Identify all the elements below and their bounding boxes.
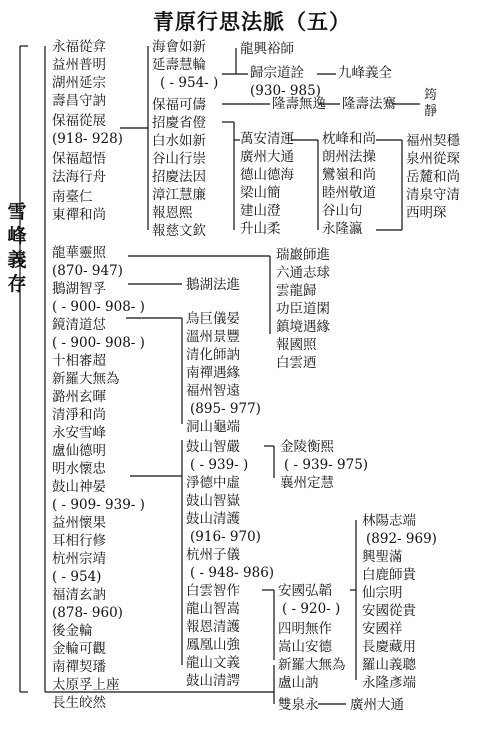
node-dongchan-heshang: 東禪和尚 [52,207,106,223]
node-shixiang-shenchao: 十相審超 [52,353,106,369]
node-gushan-qinghu: 鼓山清護 [186,511,240,527]
node-yongfu-congyan: 永福從弇 [52,39,106,55]
node-jianshan-cheng: 建山澄 [240,203,281,219]
node-dates: ( - 948- 986) [190,565,275,581]
node-ehu-fajin: 鵝湖法進 [186,277,240,293]
node-longshou-wuyi: 隆壽無逸 [272,96,326,112]
node-haihui-ruxin: 海會如新 [152,39,206,55]
node-qingjing-heshang: 清淨和尚 [52,407,106,423]
node-longxing-yushi: 龍興裕師 [240,41,294,57]
node-gushan-xingchong: 谷山行崇 [152,151,206,167]
node-fuqing-xuanna: 福清玄訥 [52,587,106,603]
node-yonglong-ying: 永隆瀛 [322,221,363,237]
node-qinghua-shine: 清化師訥 [186,347,240,363]
node-changsheng-jiaoran: 長生皎然 [52,695,106,711]
node-wuju-yiyan: 烏巨儀晏 [186,311,240,327]
node-muzhou-jingdao: 睦州敬道 [322,185,376,201]
node-zhenjing-yuyuan: 鎮境遇緣 [276,319,330,335]
node-zhangjiang-huilian: 漳江慧廉 [152,187,206,203]
node-liangshan-jian: 梁山簡 [240,185,281,201]
node-fahai-xingzhou: 法海行舟 [52,169,106,185]
node-qingquan-shouqing: 清泉守清 [406,187,460,203]
node-gongchen-daoxian: 功臣道閑 [276,301,330,317]
node-xinluo-dawuwei-2: 新羅大無為 [278,657,346,673]
node-luzhou-xuanhui: 潞州玄暉 [52,389,106,405]
node-luoshan-yicong: 羅山義聰 [362,657,416,673]
node-yizhou-puming: 益州普明 [52,57,106,73]
node-baiyun-zhizuo: 白雲智作 [186,583,240,599]
node-dates: (870- 947) [52,263,123,279]
node-erxiang-xingxiu: 耳相行修 [52,533,106,549]
node-yuelu-heshang: 岳麓和尚 [406,169,460,185]
node-baofu-congzhan: 保福從展 [52,113,106,129]
node-dates: (918- 928) [52,131,123,147]
node-baishui-ruxin: 白水如新 [152,133,206,149]
node-fenghuangshan-qiang: 鳳凰山強 [186,637,240,653]
node-taiyuan-fu: 太原孚上座 [52,677,120,693]
node-shuangquan-yong: 雙泉永 [278,697,319,713]
node-baoen-xi: 報恩熙 [152,205,193,221]
node-deshan-dehai: 德山德海 [240,167,294,183]
node-hangzhou-ziyi: 杭州子儀 [186,547,240,563]
node-gushan-zhiyue: 鼓山智嶽 [186,493,240,509]
node-changqing-cangyong: 長慶藏用 [362,639,416,655]
node-longshan-wenyi: 龍山文義 [186,655,240,671]
node-jinling-hengxi: 金陵衡熙 [280,439,334,455]
node-dates: ( - 939- 975) [284,457,369,473]
node-longhua-lingzhao: 龍華靈照 [52,245,106,261]
node-xiangzhou-dinghui: 襄州定慧 [280,475,334,491]
node-baiyun-nai: 白雲迺 [276,355,317,371]
node-guangzhou-datong-2: 廣州大通 [350,697,404,713]
node-jiufeng-yiquan: 九峰義全 [338,65,392,81]
node-dongshan-guiduan: 洞山龜端 [186,419,240,435]
node-songshan-ande: 嵩山安德 [278,639,332,655]
node-yanshou-huilun: 延壽慧輪 [152,57,206,73]
node-jingqing-daofu: 鏡清道怤 [52,317,106,333]
node-dates: (930- 985) [250,83,321,99]
node-shouchang-shouna: 壽昌守訥 [52,93,106,109]
node-dates: ( - 939- ) [190,457,249,473]
node-dates: (895- 977) [190,401,261,417]
node-anguo-xiang: 安國祥 [362,621,403,637]
node-dates: ( - 954- ) [160,75,219,91]
node-gushan-qinge: 鼓山清諤 [186,673,240,689]
node-dates: (892- 969) [366,531,437,547]
node-mingshui-huaizhong: 明水懷忠 [52,461,106,477]
node-dates: ( - 900- 908- ) [52,335,145,351]
node-ruiyan-shijin: 瑞巖師進 [276,247,330,263]
node-bailu-shigui: 白鹿師貴 [362,567,416,583]
node-jingde-zhongxu: 淨德中虛 [186,475,240,491]
node-lushan-na: 盧山訥 [278,675,319,691]
node-baofu-kechou: 保福可儔 [152,97,206,113]
node-yongan-xuefeng: 永安雪峰 [52,425,106,441]
node-linyang-zhiduan: 林陽志端 [362,513,416,529]
node-fuzhou-qiwen: 福州契穩 [406,133,460,149]
node-shengshan-rou: 升山柔 [240,221,281,237]
node-ehu-zhifu: 鵝湖智孚 [52,281,106,297]
node-langzhou-facao: 朗州法操 [322,149,376,165]
node-zhaoqing-fayin: 招慶法因 [152,169,206,185]
node-siming-wuzuo: 四明無作 [278,621,332,637]
node-xinluo-dawuwei: 新羅大無為 [52,371,120,387]
node-ximing-chen: 西明琛 [406,205,447,221]
node-yunjing: 筠靜 [424,88,438,119]
node-hangzhou-zongjing: 杭州宗靖 [52,551,106,567]
node-dates: (916- 970) [190,529,261,545]
node-yonglong-yanduan: 永隆彥端 [362,675,416,691]
node-hou-jinlun: 後金輪 [52,623,93,639]
node-wanan-qingyun: 萬安清運 [240,131,294,147]
node-anguo-conggui: 安國從貴 [362,603,416,619]
node-baofu-chaowu: 保福超悟 [52,151,106,167]
node-xingsheng-man: 興聖滿 [362,549,403,565]
node-fuzhou-zhiyuan: 福州智遠 [186,383,240,399]
node-gushan-ju: 谷山句 [322,203,363,219]
node-guizong-daoquan: 歸宗道詮 [250,65,304,81]
node-zhenfeng-heshang: 枕峰和尚 [322,131,376,147]
node-nanchan-yuyuan: 南禪遇緣 [186,365,240,381]
node-liutong-zhiqiu: 六通志球 [276,265,330,281]
node-xianzong-ming: 仙宗明 [362,585,403,601]
node-jinlun-keguan: 金輪可觀 [52,641,106,657]
node-longshou-faqian: 隆壽法騫 [342,96,396,112]
node-dates: ( - 909- 939- ) [52,497,145,513]
node-luanling-heshang: 鸞嶺和尚 [322,167,376,183]
node-yizhou-huaiguo: 益州懷果 [52,515,106,531]
node-baoguo-zhao: 報國照 [276,337,317,353]
node-huzhou-yanzong: 湖州延宗 [52,75,106,91]
node-anguo-hongtao: 安國弘韜 [278,583,332,599]
node-gushan-zhiyan: 鼓山智嚴 [186,439,240,455]
node-gushan-shenyan: 鼓山神晏 [52,479,106,495]
node-longshan-zhisong: 龍山智嵩 [186,601,240,617]
node-dates: ( - 920- ) [282,601,341,617]
node-dates: ( - 954) [52,569,102,585]
node-quanzhou-congchen: 泉州從琛 [406,151,460,167]
node-baoci-wenqin: 報慈文欽 [152,223,206,239]
node-zhaoqing-shengdeng: 招慶省僜 [152,115,206,131]
node-baoen-qinghu: 報恩清護 [186,619,240,635]
node-yunlong-gui: 雲龍歸 [276,283,317,299]
root-node-xuefeng-yicun: 雪峰義存 [7,201,27,295]
node-dates: (878- 960) [52,605,123,621]
node-wenzhou-jingfeng: 溫州景豐 [186,329,240,345]
node-nanchan-qifan: 南禪契璠 [52,659,106,675]
node-nantai-ren: 南臺仁 [52,189,93,205]
node-luxian-deming: 盧仙德明 [52,443,106,459]
node-dates: ( - 900- 908- ) [52,299,145,315]
page-title: 青原行思法脈（五） [153,9,351,34]
node-guangzhou-datong: 廣州大通 [240,149,294,165]
